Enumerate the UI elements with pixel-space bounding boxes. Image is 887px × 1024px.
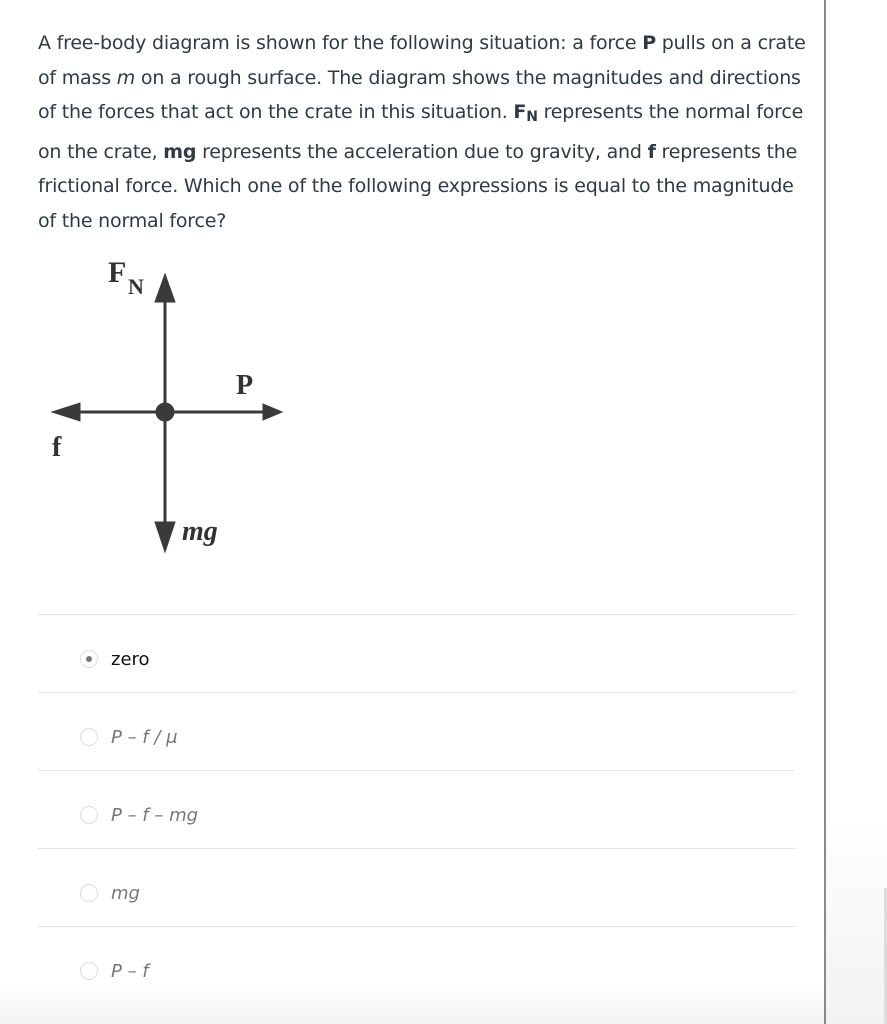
radio-button[interactable] [80, 650, 98, 668]
gravity-arrowhead [155, 522, 175, 552]
friction-arrowhead [52, 403, 80, 421]
divider [38, 770, 795, 771]
question-part: P [642, 32, 656, 54]
question-part: m [116, 66, 136, 89]
pull-force-arrowhead [263, 404, 282, 420]
option-label: P – f – mg [111, 804, 199, 826]
answer-option-p-minus-f[interactable] [80, 959, 149, 983]
radio-button[interactable] [80, 962, 98, 980]
question-part: f [647, 140, 656, 163]
mg-label: mg [182, 516, 218, 547]
p-label: P [236, 370, 254, 401]
question-part: mg [163, 140, 197, 163]
divider [38, 692, 795, 693]
question-part: A free-body diagram is shown for the following situation: a force [38, 32, 643, 54]
radio-selected-dot [86, 656, 92, 662]
f-label: f [52, 432, 62, 463]
answer-option-mg[interactable] [80, 881, 140, 905]
question-part: represents the frictional force. Which one of the following expressions is equal to the magnitude of the normal force? [38, 140, 798, 232]
question-part: represents the acceleration due to gravity, and [196, 140, 648, 163]
crate-point [156, 403, 174, 421]
free-body-diagram [30, 250, 310, 560]
option-label: P – f / μ [111, 726, 178, 748]
side-background [826, 0, 887, 1024]
answer-option-p-minus-f-minus-mg[interactable] [80, 803, 198, 827]
question-part: represents the normal force on the crate, [38, 101, 804, 163]
question-part: on a rough surface. The diagram shows the magnitudes and directions of the forces that act on the crate in this situation. [38, 66, 801, 124]
divider [38, 614, 795, 615]
normal-force-arrowhead [155, 274, 175, 302]
answer-option-zero[interactable] [80, 647, 150, 671]
option-label: mg [111, 882, 140, 904]
question-part: pulls on a crate of mass [38, 32, 806, 89]
fn-label: F [108, 256, 127, 289]
option-label: zero [111, 648, 150, 670]
fn-subscript: N [128, 274, 144, 299]
divider [38, 848, 795, 849]
option-label: P – f [111, 960, 149, 982]
bottom-shadow [0, 985, 824, 1024]
answer-option-p-minus-f-over-mu[interactable] [80, 725, 178, 749]
radio-button[interactable] [80, 806, 98, 824]
question-part: F [513, 101, 527, 124]
question-text [38, 26, 808, 239]
radio-button[interactable] [80, 884, 98, 902]
divider [38, 926, 795, 927]
question-part: N [526, 109, 538, 126]
radio-button[interactable] [80, 728, 98, 746]
